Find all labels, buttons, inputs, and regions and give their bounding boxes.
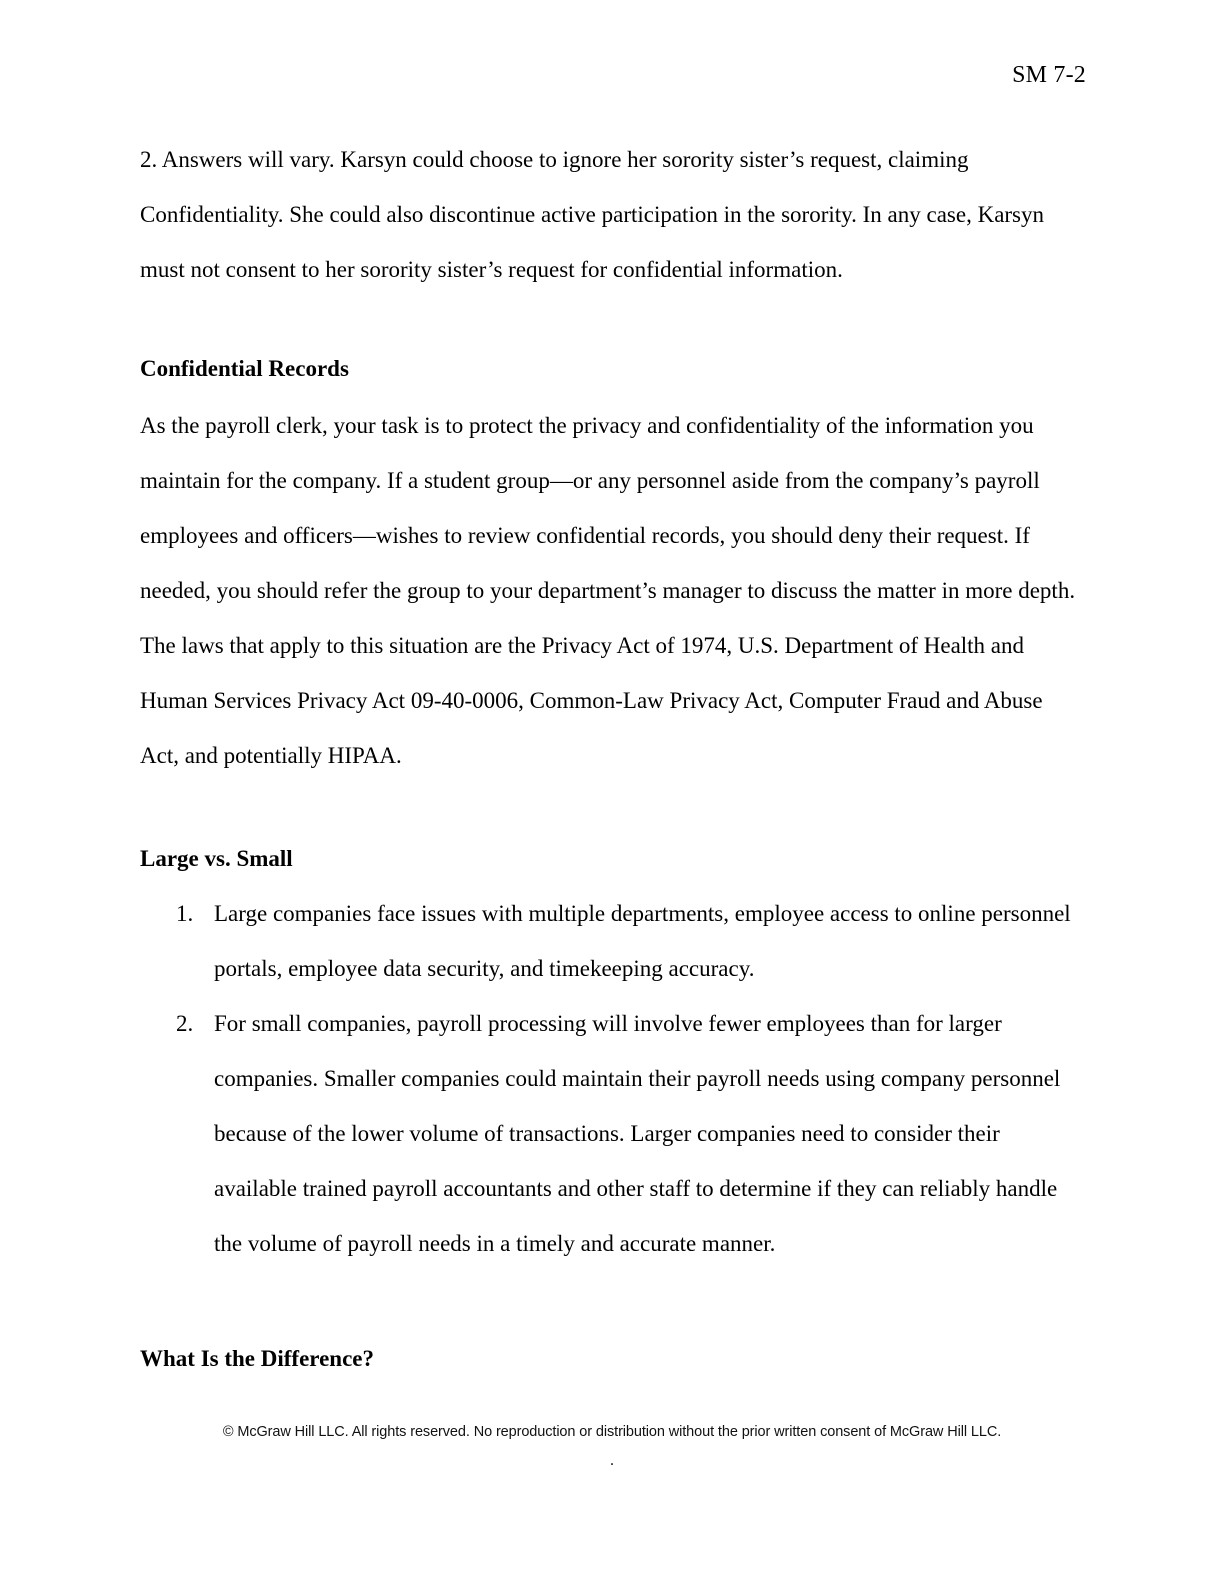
list-item-number: 2.	[176, 1011, 194, 1036]
list-item	[140, 996, 1080, 1271]
spacer	[140, 297, 1080, 315]
list-item	[140, 886, 1080, 996]
heading-large-vs-small: Large vs. Small	[140, 846, 293, 871]
document-body	[140, 132, 1080, 1386]
list-item-text: Large companies face issues with multiple departments, employee access to online personnel portals, employee data security, and timekeeping accuracy.	[214, 901, 1071, 981]
spacer	[140, 1271, 1080, 1305]
answer-paragraph-2: 2. Answers will vary. Karsyn could choose to ignore her sorority sister’s request, claiming Confidentiality. She could also discontinue active participation in the sorority. In any case, Karsyn must not consent to her sorority sister’s request for confidential information.	[140, 147, 1045, 282]
list-item-text: For small companies, payroll processing will involve fewer employees than for larger companies. Smaller companies could maintain their payroll needs using company personnel because of the lower volume of transactions. Larger companies need to consider their available trained payroll accountants and other staff to determine if they can reliably handle the volume of payroll needs in a timely and accurate manner.	[214, 1011, 1061, 1256]
list-item-number: 1.	[176, 901, 194, 926]
heading-confidential-records: Confidential Records	[140, 356, 349, 381]
large-vs-small-list	[140, 886, 1080, 1271]
paragraph-confidential-records: As the payroll clerk, your task is to protect the privacy and confidentiality of the information you maintain for the company. If a student group—or any personnel aside from the company’s payroll employees and officers—wishes to review confidential records, you should deny their request. If needed, you should refer the group to your department’s manager to discuss the matter in more depth. The laws that apply to this situation are the Privacy Act of 1974, U.S. Department of Health and Human Services Privacy Act 09-40-0006, Common-Law Privacy Act, Computer Fraud and Abuse Act, and potentially HIPAA.	[140, 413, 1076, 768]
spacer	[140, 783, 1080, 801]
footer-dot: .	[610, 1452, 614, 1469]
heading-what-is-the-difference: What Is the Difference?	[140, 1346, 374, 1371]
page-header-label: SM 7-2	[1012, 62, 1086, 88]
footer-copyright: © McGraw Hill LLC. All rights reserved. No reproduction or distribution without the prior written consent of McGraw Hill LLC.	[222, 1424, 1002, 1440]
